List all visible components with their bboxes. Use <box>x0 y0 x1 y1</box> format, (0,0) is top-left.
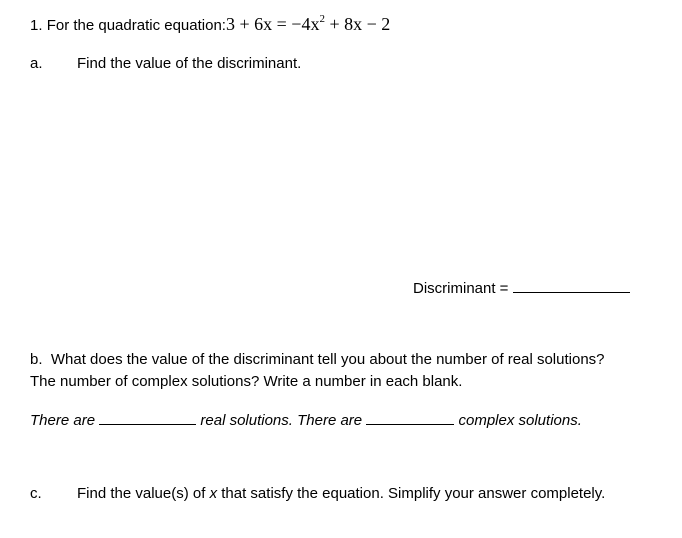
part-b-prompt-line-2: The number of complex solutions? Write a number in each blank. <box>30 373 463 390</box>
fill-real-solutions: real solutions. There are <box>200 412 363 429</box>
part-c-prompt-before: Find the value(s) of <box>77 485 206 502</box>
part-b-fill-in <box>30 410 582 429</box>
part-a-label: a. <box>30 55 43 72</box>
question-number: 1. <box>30 17 43 34</box>
question-intro: For the quadratic equation: <box>46 17 226 34</box>
discriminant-label: Discriminant = <box>413 280 509 297</box>
equation-lhs: 3 + 6x = −4x <box>225 14 320 34</box>
complex-solutions-blank[interactable] <box>366 410 454 425</box>
fill-there-are-1: There are <box>30 412 96 429</box>
part-c-prompt-after: that satisfy the equation. Simplify your answer completely. <box>221 485 606 502</box>
question-1-header <box>30 14 390 35</box>
variable-x: x <box>209 485 218 502</box>
equation-rhs: + 8x − 2 <box>324 14 391 34</box>
discriminant-blank[interactable] <box>513 278 630 293</box>
part-a-prompt: Find the value of the discriminant. <box>77 55 302 72</box>
part-c-label: c. <box>30 485 42 502</box>
discriminant-answer-line <box>413 278 630 297</box>
part-c-prompt <box>77 485 605 502</box>
part-b-line-1 <box>30 351 605 368</box>
part-b-prompt-line-1: What does the value of the discriminant tell you about the number of real solutions? <box>50 351 605 368</box>
real-solutions-blank[interactable] <box>99 410 196 425</box>
fill-complex-solutions: complex solutions. <box>458 412 582 429</box>
part-b-label: b. <box>30 351 43 368</box>
quadratic-equation <box>226 14 390 34</box>
equation-exponent: 2 <box>319 13 325 25</box>
